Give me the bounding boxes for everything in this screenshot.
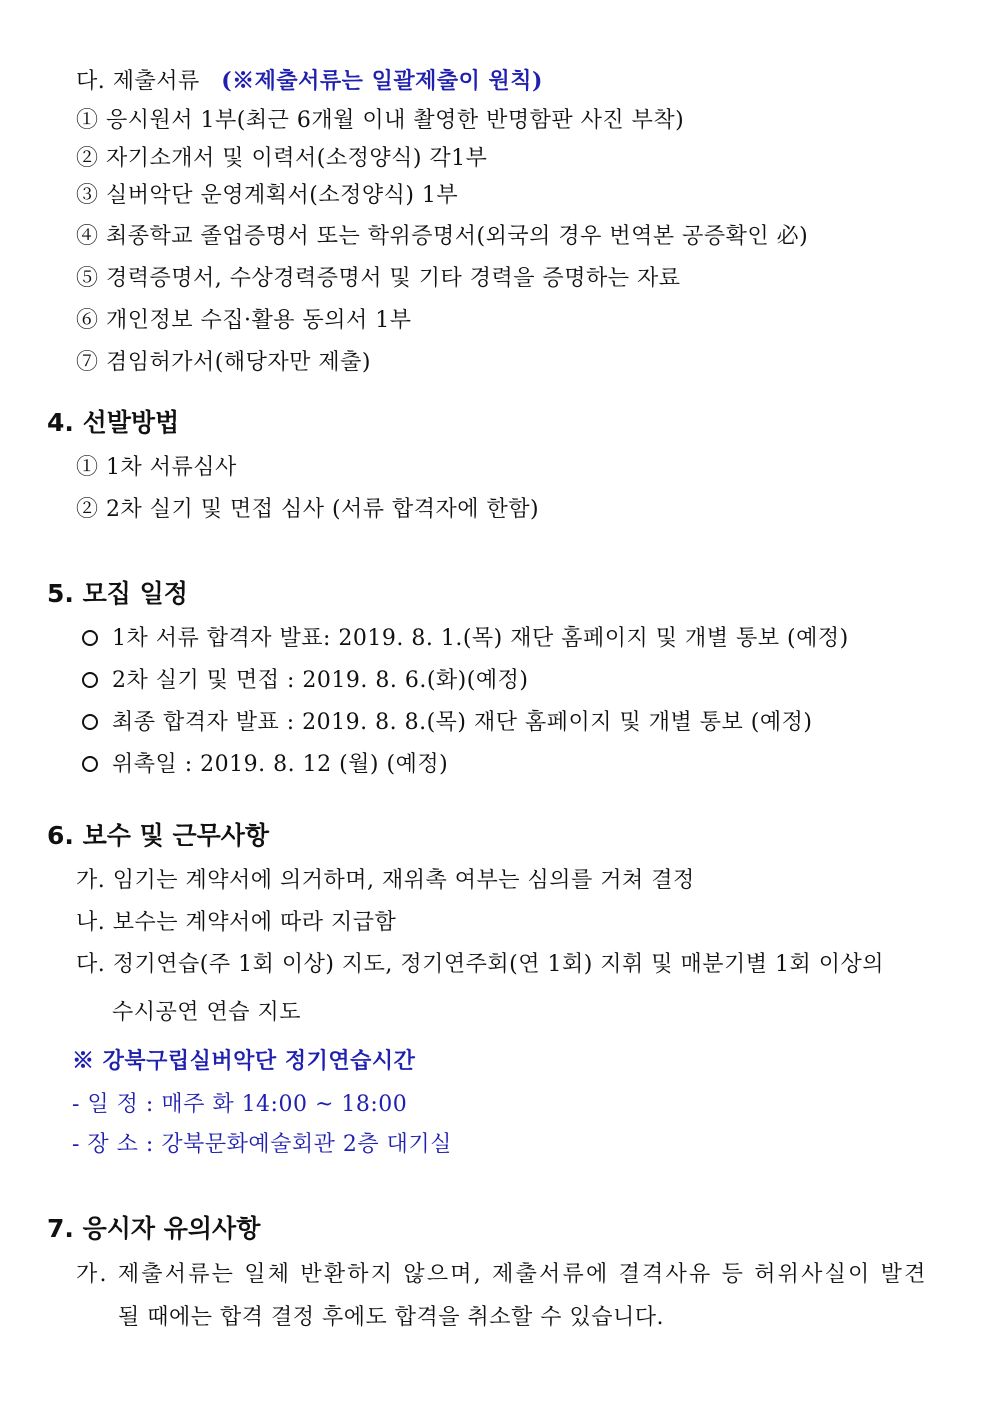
docs-item-5: ⑤ 경력증명서, 수상경력증명서 및 기타 경력을 증명하는 자료	[76, 266, 681, 291]
docs-item-7: ⑦ 겸임허가서(해당자만 제출)	[76, 350, 371, 375]
circle-bullet-icon	[82, 630, 98, 646]
schedule-item-3	[82, 708, 812, 738]
docs-item-2: ② 자기소개서 및 이력서(소정양식) 각1부	[76, 146, 488, 171]
pay-item-da: 다. 정기연습(주 1회 이상) 지도, 정기연주회(연 1회) 지휘 및 매분기별 1회 이상의	[76, 952, 885, 977]
notice-line-2: 될 때에는 합격 결정 후에도 합격을 취소할 수 있습니다.	[118, 1305, 664, 1330]
docs-item-1: ① 응시원서 1부(최근 6개월 이내 촬영한 반명함판 사진 부착)	[76, 108, 685, 133]
docs-title-note: (※제출서류는 일괄제출이 원칙)	[221, 68, 543, 94]
docs-item-6: ⑥ 개인정보 수집·활용 동의서 1부	[76, 308, 412, 333]
selection-item-2: ② 2차 실기 및 면접 심사 (서류 합격자에 한함)	[76, 497, 540, 522]
schedule-item-1	[82, 624, 849, 654]
rehearsal-note-title: ※ 강북구립실버악단 정기연습시간	[72, 1048, 416, 1074]
schedule-item-2	[82, 666, 528, 696]
schedule-item-text: 2차 실기 및 면접 : 2019. 8. 6.(화)(예정)	[112, 668, 529, 693]
pay-item-na: 나. 보수는 계약서에 따라 지급함	[76, 910, 397, 935]
schedule-item-text: 위촉일 : 2019. 8. 12 (월) (예정)	[112, 752, 449, 777]
rehearsal-schedule: - 일 정 : 매주 화 14:00 ~ 18:00	[72, 1092, 408, 1117]
schedule-item-text: 최종 합격자 발표 : 2019. 8. 8.(목) 재단 홈페이지 및 개별 통보 (예정)	[112, 710, 813, 735]
section-7-heading: 7. 응시자 유의사항	[47, 1214, 261, 1243]
docs-title-prefix: 다. 제출서류	[76, 69, 200, 94]
selection-item-1: ① 1차 서류심사	[76, 455, 237, 480]
docs-item-3: ③ 실버악단 운영계획서(소정양식) 1부	[76, 183, 459, 208]
notice-line-1: 가. 제출서류는 일체 반환하지 않으며, 제출서류에 결격사유 등 허위사실이 발견	[76, 1262, 928, 1287]
circle-bullet-icon	[82, 672, 98, 688]
pay-item-da-cont: 수시공연 연습 지도	[112, 1000, 302, 1025]
section-6-heading: 6. 보수 및 근무사항	[47, 821, 270, 850]
schedule-item-4	[82, 750, 448, 780]
section-5-heading: 5. 모집 일정	[47, 579, 188, 608]
schedule-item-text: 1차 서류 합격자 발표: 2019. 8. 1.(목) 재단 홈페이지 및 개별 통보 (예정)	[112, 626, 849, 651]
docs-item-4: ④ 최종학교 졸업증명서 또는 학위증명서(외국의 경우 번역본 공증확인 必)	[76, 224, 809, 249]
circle-bullet-icon	[82, 756, 98, 772]
circle-bullet-icon	[82, 714, 98, 730]
pay-item-ga: 가. 임기는 계약서에 의거하며, 재위촉 여부는 심의를 거쳐 결정	[76, 868, 695, 893]
section-4-heading: 4. 선발방법	[47, 408, 180, 437]
rehearsal-place: - 장 소 : 강북문화예술회관 2층 대기실	[72, 1132, 452, 1157]
docs-title	[76, 66, 543, 97]
